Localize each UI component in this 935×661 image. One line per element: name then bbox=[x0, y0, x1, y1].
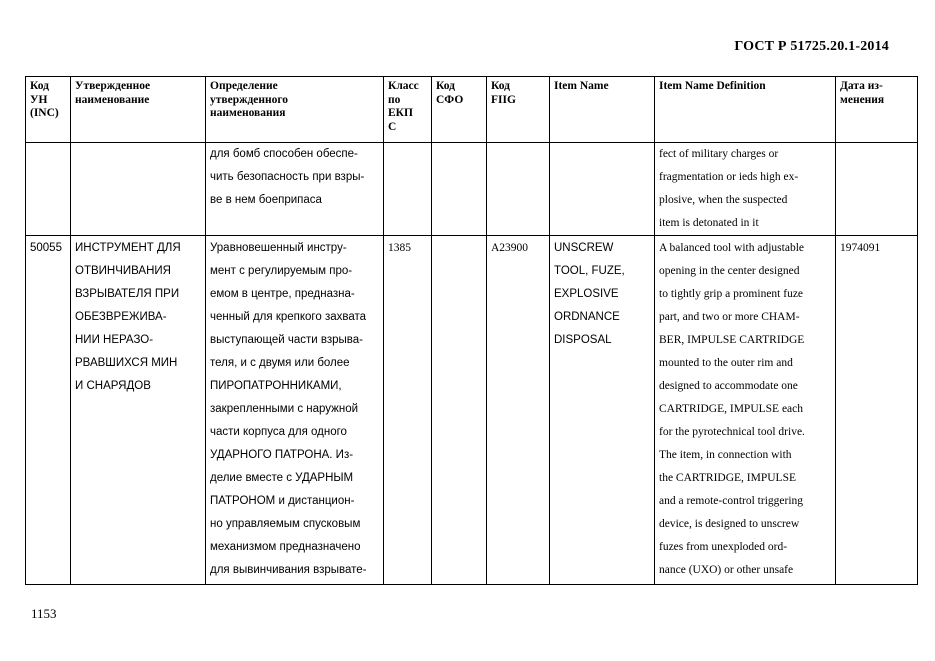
cell-line: И СНАРЯДОВ bbox=[75, 380, 151, 392]
cell-line: ВЗРЫВАТЕЛЯ ПРИ bbox=[75, 288, 180, 300]
cell-line: opening in the center designed bbox=[659, 265, 800, 277]
cell-definition-en bbox=[655, 143, 836, 236]
col-header-fiig bbox=[487, 77, 550, 143]
cell-line: the CARTRIDGE, IMPULSE bbox=[659, 472, 796, 484]
col-header-sfo bbox=[432, 77, 487, 143]
cell-class: 1385 bbox=[384, 236, 432, 585]
cell-line: мент с регулируемым про- bbox=[210, 265, 353, 277]
cell-sfo bbox=[432, 143, 487, 236]
cell-line: EXPLOSIVE bbox=[554, 288, 619, 300]
cell-line: ИНСТРУМЕНТ ДЛЯ bbox=[75, 242, 181, 254]
cell-line: ОТВИНЧИВАНИЯ bbox=[75, 265, 171, 277]
header-line: Код bbox=[30, 80, 50, 92]
cell-line: CARTRIDGE, IMPULSE each bbox=[659, 403, 804, 415]
header-line: FIIG bbox=[491, 93, 516, 106]
cell-line: device, is designed to unscrew bbox=[659, 518, 800, 530]
table-row bbox=[26, 236, 918, 585]
cell-approved-name bbox=[71, 143, 206, 236]
cell-line: for the pyrotechnical tool drive. bbox=[659, 426, 805, 438]
cell-line: item is detonated in it bbox=[659, 217, 759, 229]
cell-line: емом в центре, предназна- bbox=[210, 288, 355, 300]
cell-line: Уравновешенный инстру- bbox=[210, 242, 347, 254]
col-header-change-date bbox=[836, 77, 918, 143]
cell-line: ченный для крепкого захвата bbox=[210, 311, 367, 323]
cell-line: чить безопасность при взры- bbox=[210, 171, 365, 183]
cell-line: fragmentation or ieds high ex- bbox=[659, 171, 799, 183]
col-header-definition-en bbox=[655, 77, 836, 143]
cell-line: and a remote-control triggering bbox=[659, 495, 804, 507]
header-line: СФО bbox=[436, 93, 464, 106]
header-line: УН bbox=[30, 93, 48, 106]
cell-line: но управляемым спусковым bbox=[210, 518, 361, 530]
col-header-class bbox=[384, 77, 432, 143]
cell-line: выступающей части взрыва- bbox=[210, 334, 364, 346]
document-id: ГОСТ Р 51725.20.1-2014 bbox=[734, 39, 889, 54]
header-line: Класс bbox=[388, 80, 419, 92]
col-header-inc bbox=[26, 77, 71, 143]
cell-line: BER, IMPULSE CARTRIDGE bbox=[659, 334, 805, 346]
header-line: (INC) bbox=[30, 107, 59, 119]
cell-inc bbox=[26, 143, 71, 236]
cell-line: УДАРНОГО ПАТРОНА. Из- bbox=[210, 449, 354, 461]
cell-line: DISPOSAL bbox=[554, 334, 612, 346]
header-line: С bbox=[388, 120, 397, 133]
cell-definition-en bbox=[655, 236, 836, 585]
header-line: Дата из- bbox=[840, 80, 883, 92]
header-line: Item Name bbox=[554, 80, 609, 92]
header-line: Item Name Definition bbox=[659, 80, 766, 92]
cell-line: to tightly grip a prominent fuze bbox=[659, 288, 804, 300]
cell-line: ве в нем боеприпаса bbox=[210, 194, 322, 206]
cell-line: designed to accommodate one bbox=[659, 380, 798, 392]
table-header-row bbox=[26, 77, 918, 143]
table-row bbox=[26, 143, 918, 236]
cell-line: A balanced tool with adjustable bbox=[659, 242, 804, 254]
cell-line: part, and two or more CHAM- bbox=[659, 311, 800, 323]
cell-line: механизмом предназначено bbox=[210, 541, 361, 553]
header-line: наименования bbox=[210, 107, 286, 119]
cell-definition-ru bbox=[206, 143, 384, 236]
nomenclature-table bbox=[25, 76, 918, 585]
header-line: Утвержденное bbox=[75, 80, 151, 92]
cell-line: части корпуса для одного bbox=[210, 426, 347, 438]
cell-change-date: 1974091 bbox=[836, 236, 918, 585]
col-header-item-name bbox=[550, 77, 655, 143]
cell-line: для вывинчивания взрывате- bbox=[210, 564, 367, 576]
page-number: 1153 bbox=[31, 606, 57, 621]
cell-line: ORDNANCE bbox=[554, 311, 620, 323]
col-header-approved-name bbox=[71, 77, 206, 143]
cell-line: теля, и с двумя или более bbox=[210, 357, 350, 369]
header-line: по bbox=[388, 93, 401, 106]
header-line: менения bbox=[840, 93, 885, 106]
header-line: Код bbox=[491, 80, 511, 92]
cell-fiig bbox=[487, 143, 550, 236]
cell-line: TOOL, FUZE, bbox=[554, 265, 625, 277]
header-line: ЕКП bbox=[388, 107, 413, 119]
cell-line: ПИРОПАТРОННИКАМИ, bbox=[210, 380, 342, 392]
cell-line: fect of military charges or bbox=[659, 148, 779, 160]
cell-line: РВАВШИХСЯ МИН bbox=[75, 357, 178, 369]
cell-line: ПАТРОНОМ и дистанцион- bbox=[210, 495, 355, 507]
cell-line: UNSCREW bbox=[554, 242, 614, 254]
cell-line: nance (UXO) or other unsafe bbox=[659, 564, 794, 576]
cell-line: fuzes from unexploded ord- bbox=[659, 541, 788, 553]
header-line: наименование bbox=[75, 93, 150, 106]
cell-definition-ru bbox=[206, 236, 384, 585]
cell-item-name bbox=[550, 143, 655, 236]
cell-change-date bbox=[836, 143, 918, 236]
header-line: Код bbox=[436, 80, 456, 92]
col-header-definition-ru bbox=[206, 77, 384, 143]
cell-approved-name bbox=[71, 236, 206, 585]
cell-class bbox=[384, 143, 432, 236]
header-line: Определение bbox=[210, 80, 278, 92]
cell-line: mounted to the outer rim and bbox=[659, 357, 793, 369]
header-line: утвержденного bbox=[210, 93, 289, 106]
cell-line: закрепленными с наружной bbox=[210, 403, 359, 415]
cell-line: The item, in connection with bbox=[659, 449, 792, 461]
cell-line: plosive, when the suspected bbox=[659, 194, 788, 206]
cell-inc: 50055 bbox=[26, 236, 71, 585]
cell-line: ОБЕЗВРЕЖИВА- bbox=[75, 311, 167, 323]
cell-fiig: A23900 bbox=[487, 236, 550, 585]
cell-line: для бомб способен обеспе- bbox=[210, 148, 358, 160]
cell-line: делие вместе с УДАРНЫМ bbox=[210, 472, 354, 484]
cell-sfo bbox=[432, 236, 487, 585]
cell-item-name bbox=[550, 236, 655, 585]
cell-line: НИИ НЕРАЗО- bbox=[75, 334, 154, 346]
